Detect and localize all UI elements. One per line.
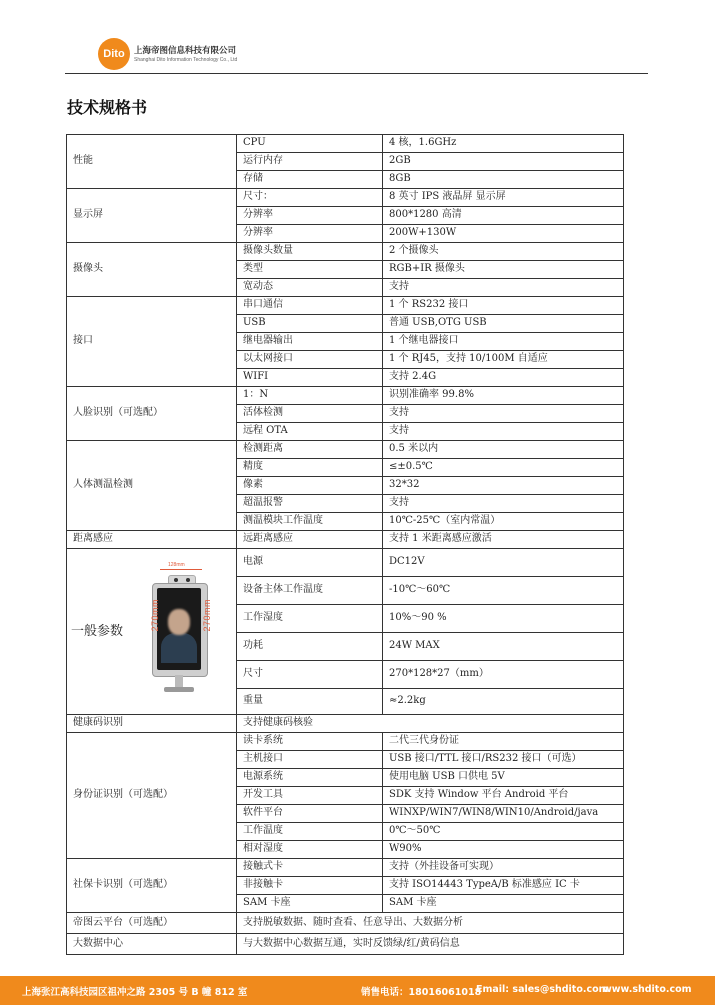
width-dimension-label: 128mm [168, 562, 185, 568]
company-logo: Dito [98, 38, 130, 70]
height-dimension-left: 270mm [150, 599, 160, 632]
param-label: 测温模块工作温度 [237, 513, 383, 531]
param-value: 200W+130W [383, 225, 624, 243]
category-face-recognition: 人脸识别（可选配） [67, 387, 237, 441]
param-label: 继电器输出 [237, 333, 383, 351]
param-value: 8 英寸 IPS 液晶屏 显示屏 [383, 189, 624, 207]
category-id-card: 身份证识别（可选配） [67, 733, 237, 859]
param-value: 支持健康码核验 [237, 715, 624, 733]
category-general-label: 一般参数 [71, 623, 124, 639]
param-label: 宽动态 [237, 279, 383, 297]
company-name-en: Shanghai Dito Information Technology Co., Ltd [134, 57, 238, 63]
param-value: W90% [383, 841, 624, 859]
table-row [67, 934, 624, 955]
param-label: 像素 [237, 477, 383, 495]
param-label: 远距离感应 [237, 531, 383, 549]
company-name-cn: 上海帝图信息科技有限公司 [134, 46, 237, 56]
param-value: RGB+IR 摄像头 [383, 261, 624, 279]
footer-phone: 销售电话：18016061018 [361, 987, 482, 998]
param-label: 工作湿度 [237, 605, 383, 633]
param-value: 8GB [383, 171, 624, 189]
param-label: 检测距离 [237, 441, 383, 459]
param-label: WIFI [237, 369, 383, 387]
table-row [67, 715, 624, 733]
param-value: 支持脱敏数据、随时查看、任意导出、大数据分析 [237, 913, 624, 934]
param-label: 工作温度 [237, 823, 383, 841]
param-label: 运行内存 [237, 153, 383, 171]
param-value: 支持 [383, 405, 624, 423]
param-label: 尺寸： [237, 189, 383, 207]
param-value: DC12V [383, 549, 624, 577]
table-row [67, 913, 624, 934]
table-row [67, 135, 624, 153]
param-value: ≤±0.5℃ [383, 459, 624, 477]
param-label: 1：N [237, 387, 383, 405]
category-distance: 距离感应 [67, 531, 237, 549]
param-value: 4 核，1.6GHz [383, 135, 624, 153]
param-value: 支持 1 米距离感应激活 [383, 531, 624, 549]
document-title: 技术规格书 [67, 98, 148, 117]
param-value: WINXP/WIN7/WIN8/WIN10/Android/java [383, 805, 624, 823]
param-value: 支持 2.4G [383, 369, 624, 387]
param-label: CPU [237, 135, 383, 153]
param-label: 串口通信 [237, 297, 383, 315]
param-label: 软件平台 [237, 805, 383, 823]
table-row [67, 549, 624, 577]
param-value: 二代三代身份证 [383, 733, 624, 751]
table-row [67, 387, 624, 405]
table-row [67, 189, 624, 207]
table-row [67, 243, 624, 261]
footer-bar [0, 976, 715, 1005]
param-value: 1 个继电器接口 [383, 333, 624, 351]
param-value: 支持 [383, 423, 624, 441]
param-label: SAM 卡座 [237, 895, 383, 913]
param-value: 24W MAX [383, 633, 624, 661]
param-label: 重量 [237, 689, 383, 715]
param-value: 使用电脑 USB 口供电 5V [383, 769, 624, 787]
param-value: SDK 支持 Window 平台 Android 平台 [383, 787, 624, 805]
param-label: 存储 [237, 171, 383, 189]
param-label: 非接触卡 [237, 877, 383, 895]
param-value: 识别准确率 99.8% [383, 387, 624, 405]
param-value: 32*32 [383, 477, 624, 495]
param-label: 设备主体工作温度 [237, 577, 383, 605]
param-value: 10℃-25℃（室内常温） [383, 513, 624, 531]
param-value: 800*1280 高清 [383, 207, 624, 225]
category-camera: 摄像头 [67, 243, 237, 297]
table-row [67, 859, 624, 877]
footer-email[interactable]: Email: sales@shdito.com [476, 984, 609, 995]
param-label: 超温报警 [237, 495, 383, 513]
category-social-card: 社保卡识别（可选配） [67, 859, 237, 913]
table-row [67, 733, 624, 751]
param-label: USB [237, 315, 383, 333]
category-temperature: 人体测温检测 [67, 441, 237, 531]
param-value: 0.5 米以内 [383, 441, 624, 459]
param-label: 读卡系统 [237, 733, 383, 751]
category-general [67, 549, 237, 715]
category-performance: 性能 [67, 135, 237, 189]
person-silhouette [161, 633, 197, 663]
param-value: 支持 [383, 495, 624, 513]
footer-website[interactable]: www.shdito.com [603, 984, 692, 995]
device-stand [175, 675, 183, 687]
param-value: SAM 卡座 [383, 895, 624, 913]
device-base [164, 687, 194, 692]
category-cloud: 帝图云平台（可选配） [67, 913, 237, 934]
param-value: -10℃～60℃ [383, 577, 624, 605]
device-illustration [146, 562, 216, 714]
table-row [67, 531, 624, 549]
param-label: 分辨率 [237, 225, 383, 243]
param-label: 功耗 [237, 633, 383, 661]
param-value: 10%～90 % [383, 605, 624, 633]
param-value: ≈2.2kg [383, 689, 624, 715]
param-value: 普通 USB,OTG USB [383, 315, 624, 333]
param-label: 电源 [237, 549, 383, 577]
param-value: 与大数据中心数据互通，实时反馈绿/红/黄码信息 [237, 934, 624, 955]
param-label: 分辨率 [237, 207, 383, 225]
blurred-face [168, 609, 190, 635]
category-display: 显示屏 [67, 189, 237, 243]
param-label: 摄像头数量 [237, 243, 383, 261]
param-label: 类型 [237, 261, 383, 279]
param-label: 接触式卡 [237, 859, 383, 877]
spec-table [66, 134, 624, 955]
param-value: 270*128*27（mm） [383, 661, 624, 689]
param-value: 1 个 RS232 接口 [383, 297, 624, 315]
param-label: 尺寸 [237, 661, 383, 689]
footer-address: 上海张江高科技园区祖冲之路 2305 号 B 幢 812 室 [22, 987, 248, 998]
param-value: 支持 [383, 279, 624, 297]
param-value: 支持（外挂设备可实现） [383, 859, 624, 877]
param-label: 活体检测 [237, 405, 383, 423]
header-divider [65, 73, 648, 74]
param-label: 以太网接口 [237, 351, 383, 369]
param-value: USB 接口/TTL 接口/RS232 接口（可选） [383, 751, 624, 769]
param-label: 远程 OTA [237, 423, 383, 441]
param-value: 1 个 RJ45，支持 10/100M 自适应 [383, 351, 624, 369]
param-label: 开发工具 [237, 787, 383, 805]
category-interface: 接口 [67, 297, 237, 387]
param-value: 2 个摄像头 [383, 243, 624, 261]
table-row [67, 297, 624, 315]
param-label: 精度 [237, 459, 383, 477]
category-health-code: 健康码识别 [67, 715, 237, 733]
height-dimension-right: 270mm [202, 599, 212, 632]
param-label: 相对湿度 [237, 841, 383, 859]
param-label: 电源系统 [237, 769, 383, 787]
table-row [67, 441, 624, 459]
param-label: 主机接口 [237, 751, 383, 769]
param-value: 2GB [383, 153, 624, 171]
param-value: 支持 ISO14443 TypeA/B 标准感应 IC 卡 [383, 877, 624, 895]
category-big-data: 大数据中心 [67, 934, 237, 955]
param-value: 0℃～50℃ [383, 823, 624, 841]
